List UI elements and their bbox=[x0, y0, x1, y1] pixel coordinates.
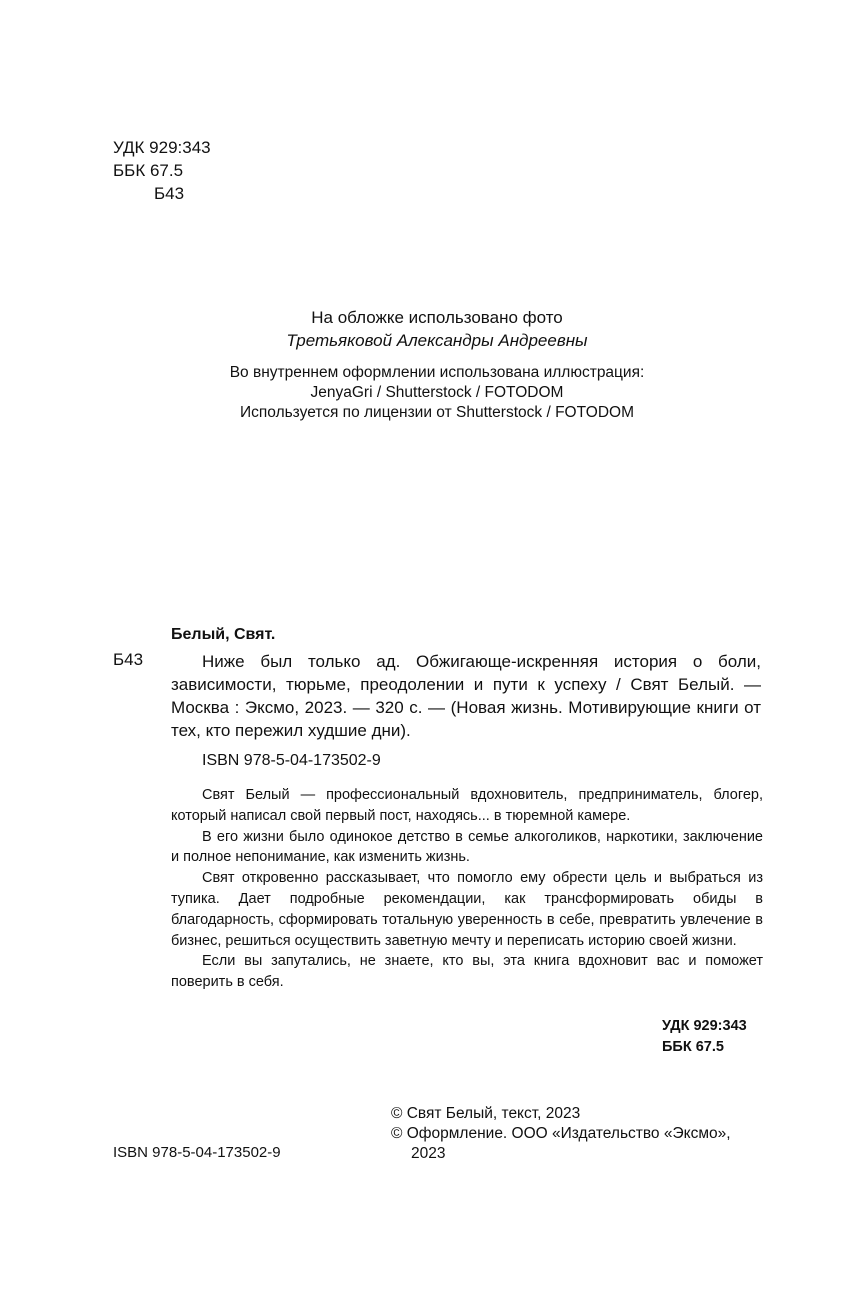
annotation-paragraph: Если вы запутались, не знаете, кто вы, эта книга вдохновит вас и поможет поверить в себя. bbox=[171, 953, 763, 991]
udk-code-bottom: УДК 929:343 bbox=[662, 1018, 747, 1034]
udk-code: УДК 929:343 bbox=[113, 138, 211, 157]
illustration-credit-license: Используется по лицензии от Shutterstock / FOTODOM bbox=[240, 404, 634, 421]
copyright-text: © Свят Белый, текст, 2023 bbox=[391, 1105, 581, 1122]
bbk-code: ББК 67.5 bbox=[113, 161, 184, 180]
annotation-paragraph: В его жизни было одинокое детство в семье алкоголиков, наркотики, заключение и полное непонимание, как изменить жизнь. bbox=[171, 828, 763, 866]
isbn-bottom: ISBN 978-5-04-173502-9 bbox=[113, 1144, 281, 1161]
annotation-paragraph: Свят откровенно рассказывает, что помогло ему обрести цель и выбраться из тупика. Дает подробные рекомендации, как трансформировать обиды в благодарность, сформировать тотальную уверенность в себе, превратить увлечение в бизнес, решиться осуществить заветную мечту и переписать историю своей жизни. bbox=[171, 870, 763, 949]
bbk-code-bottom: ББК 67.5 bbox=[662, 1038, 724, 1055]
annotation bbox=[171, 785, 763, 993]
cover-credit-name: Третьяковой Александры Андреевны bbox=[286, 331, 588, 350]
annotation-paragraph: Свят Белый — профессиональный вдохновитель, предприниматель, блогер, который написал свой первый пост, находясь... в тюремной камере. bbox=[171, 787, 763, 824]
copyright-design: © Оформление. ООО «Издательство «Эксмо», bbox=[391, 1125, 731, 1142]
illustration-credit-source: JenyaGri / Shutterstock / FOTODOM bbox=[310, 384, 564, 401]
catalog-description: Ниже был только ад. Обжигающе-искренняя история о боли, зависимости, тюрьме, преодолении и пути к успеху / Свят Белый. — Москва : Эксмо, 2023. — 320 с. — (Новая жизнь. Мотивирующие книги от тех, кто пережил худшие дни). bbox=[171, 652, 761, 740]
classification-bottom bbox=[662, 1016, 747, 1057]
classification-block bbox=[113, 136, 211, 205]
copyright-design-year: 2023 bbox=[411, 1145, 446, 1162]
cover-credit-line: На обложке использовано фото bbox=[311, 308, 563, 327]
author-mark: Б43 bbox=[154, 184, 185, 203]
catalog-isbn: ISBN 978-5-04-173502-9 bbox=[202, 752, 381, 769]
copyright-block bbox=[391, 1104, 731, 1164]
illustration-credit-line: Во внутреннем оформлении использована иллюстрация: bbox=[229, 364, 645, 381]
illustration-credit bbox=[0, 363, 845, 423]
catalog-author: Белый, Свят. bbox=[171, 626, 276, 643]
catalog-author-mark: Б43 bbox=[113, 650, 144, 669]
